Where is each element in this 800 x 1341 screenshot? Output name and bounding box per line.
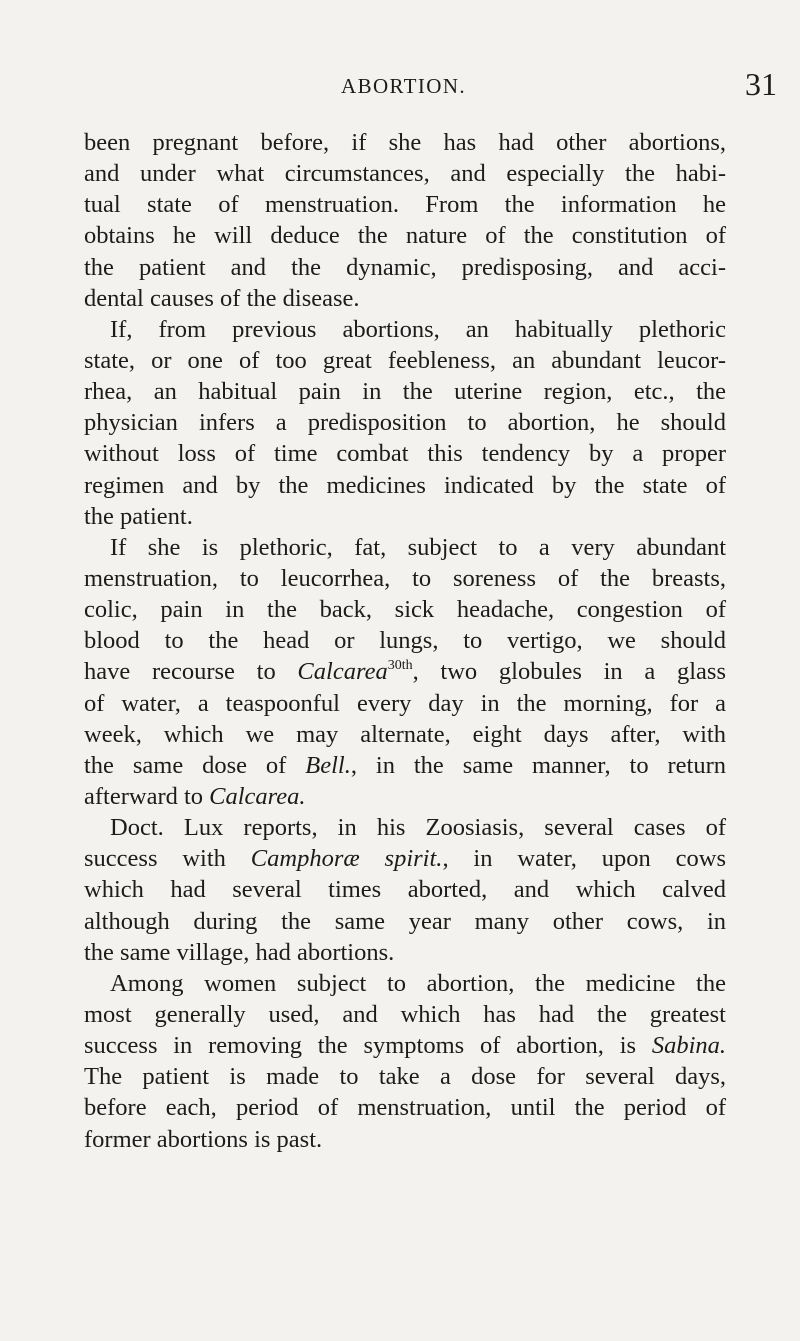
text-line: before each, period of menstruation, until the period of [84, 1094, 726, 1122]
text-segment: success with [84, 845, 251, 873]
text-line: If, from previous abortions, an habitually plethoric [110, 315, 726, 343]
text-line: The patient is made to take a dose for several days, [84, 1063, 726, 1091]
text-line [84, 656, 726, 687]
text-line: Among women subject to abortion, the medicine the [110, 969, 726, 997]
text-line: and under what circumstances, and especially the habi- [84, 160, 726, 188]
text-segment: success in removing the symptoms of abortion, is [84, 1032, 652, 1060]
text-line: regimen and by the medicines indicated by the state of [84, 471, 726, 499]
text-line: rhea, an habitual pain in the uterine region, etc., the [84, 378, 726, 406]
text-line: tual state of menstruation. From the information he [84, 191, 726, 219]
potency-superscript: 30th [387, 658, 413, 674]
remedy-name: Bell. [305, 751, 351, 779]
text-line: blood to the head or lungs, to vertigo, we should [84, 627, 726, 655]
page-header [0, 66, 800, 106]
text-segment: afterward to [84, 782, 210, 810]
text-line: most generally used, and which has had the greatest [84, 1000, 726, 1028]
text-line: menstruation, to leucorrhea, to soreness of the breasts, [84, 564, 726, 592]
text-line: although during the same year many other cows, in [84, 907, 726, 935]
remedy-name: Camphoræ spirit. [250, 845, 443, 873]
text-line: physician infers a predisposition to abortion, he should [84, 409, 726, 437]
text-line: former abortions is past. [84, 1125, 323, 1153]
text-line: of water, a teaspoonful every day in the morning, for a [84, 689, 726, 717]
text-segment: , in the same manner, to return [350, 751, 726, 779]
page-number: 31 [745, 66, 777, 102]
text-segment: , in water, upon cows [442, 845, 726, 873]
text-line: state, or one of too great feebleness, an abundant leucor- [84, 346, 726, 374]
text-line [84, 750, 726, 781]
text-line: been pregnant before, if she has had other abortions, [84, 129, 726, 156]
text-line: If she is plethoric, fat, subject to a very abundant [110, 533, 726, 561]
text-line: week, which we may alternate, eight days after, with [84, 720, 726, 748]
text-line: obtains he will deduce the nature of the constitution of [84, 222, 726, 250]
running-head: ABORTION. [341, 74, 467, 98]
text-segment: have recourse to [84, 658, 298, 686]
text-line: which had several times aborted, and which calved [84, 876, 726, 904]
text-line: without loss of time combat this tendency by a proper [84, 440, 726, 468]
remedy-name: Calcarea [297, 658, 388, 686]
remedy-name: Calcarea. [209, 782, 306, 810]
text-line [84, 1030, 726, 1061]
text-line: the patient and the dynamic, predisposing, and acci- [84, 253, 726, 281]
text-segment: the same dose of [84, 751, 306, 779]
text-line [84, 843, 726, 874]
text-segment: , two globules in a glass [412, 658, 726, 686]
text-line: colic, pain in the back, sick headache, congestion of [84, 596, 726, 624]
remedy-name: Sabina. [651, 1032, 726, 1060]
body-text [84, 127, 726, 1155]
text-line [84, 781, 726, 812]
text-line: the patient. [84, 502, 193, 530]
text-line: the same village, had abortions. [84, 938, 395, 966]
text-line: Doct. Lux reports, in his Zoosiasis, several cases of [110, 814, 726, 842]
text-line: dental causes of the disease. [84, 284, 360, 312]
